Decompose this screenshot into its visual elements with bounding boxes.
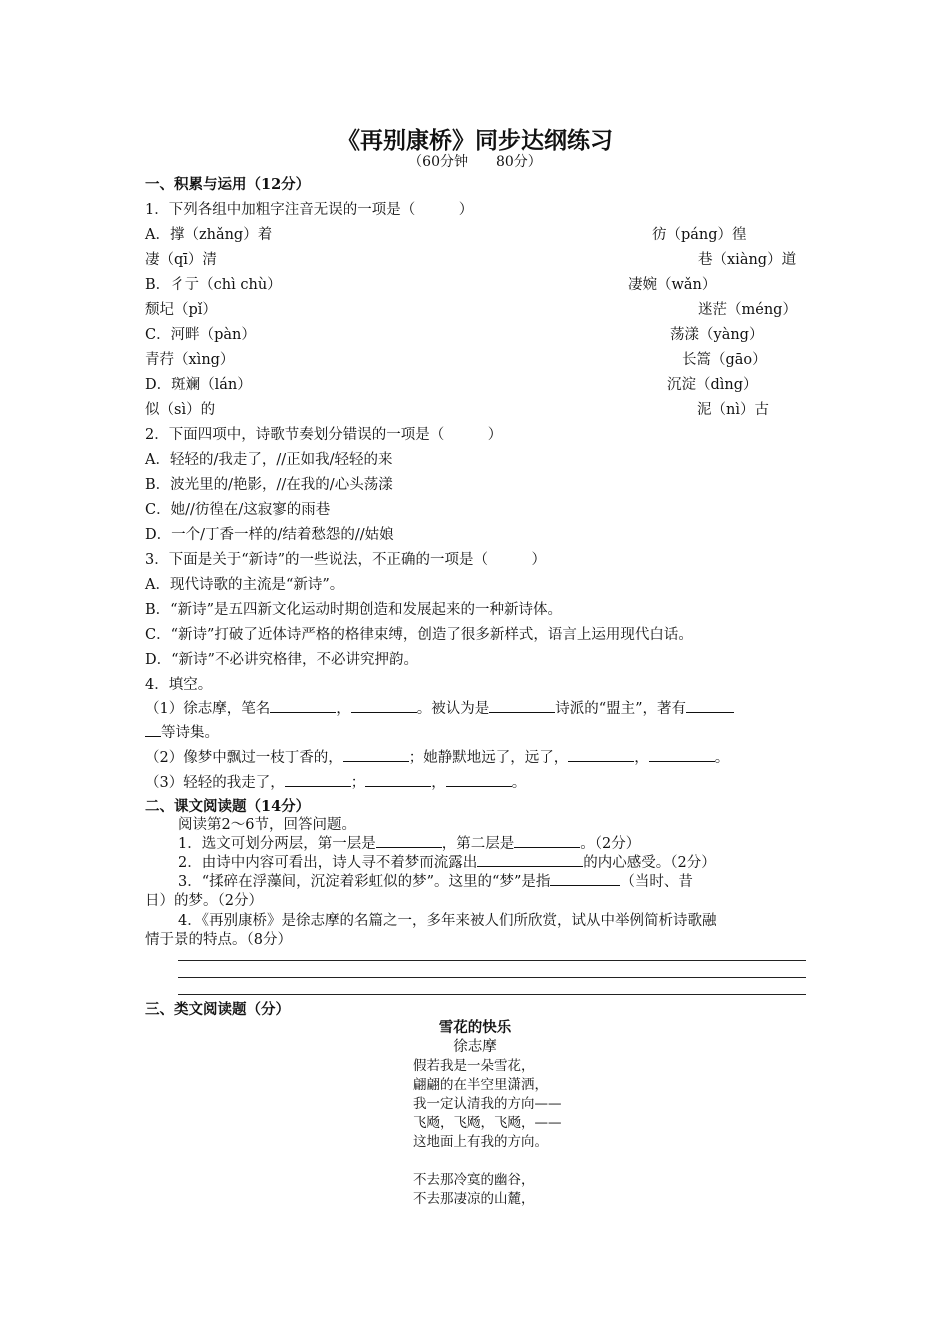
q1-option-a2-left: 凄（qī）清 <box>145 252 217 268</box>
q1-option-d-right: 沉淀（dìng） <box>667 377 758 393</box>
s2-q4-line1: 4．《再别康桥》是徐志摩的名篇之一，多年来被人们所欣赏，试从中举例简析诗歌融 <box>178 913 717 929</box>
q4-part2-text-a: （2）像梦中飘过一枝丁香的， <box>145 750 343 766</box>
q4-part2-text-b: ；她静默地远了，远了， <box>408 750 569 766</box>
blank-pen-name-2[interactable] <box>351 700 417 713</box>
q4-part3-text-a: （3）轻轻的我走了， <box>145 775 285 791</box>
s2-q3-text-a: 3．“揉碎在浮藻间，沉淀着彩虹似的梦”。这里的“梦”是指 <box>178 874 551 890</box>
s2-q2 <box>178 851 716 872</box>
q4-part3-text-c: ， <box>431 775 446 791</box>
answer-line-1[interactable] <box>178 960 806 961</box>
q1-option-a-right: 彷（páng）徨 <box>652 227 747 243</box>
blank-part3-1[interactable] <box>285 774 351 787</box>
poem-line: 不去那冷寞的幽谷， <box>413 1172 535 1188</box>
q1-option-c2-right: 长篙（gāo） <box>682 352 767 368</box>
poem-line: 不去那凄凉的山麓， <box>413 1191 535 1207</box>
q3-stem: 3．下面是关于“新诗”的一些说法，不正确的一项是（ ） <box>145 552 547 568</box>
q4-part3 <box>145 771 526 792</box>
s2-q4-line2: 情于景的特点。（8分） <box>145 932 292 948</box>
page-title: 《再别康桥》同步达纲练习 <box>337 127 613 154</box>
q1-option-b2-left: 颓圮（pǐ） <box>145 302 217 318</box>
blank-part3-3[interactable] <box>446 774 512 787</box>
s2-q2-text-b: 的内心感受。（2分） <box>583 855 716 871</box>
q4-part1-continued <box>145 721 219 742</box>
section1-heading: 一、积累与运用（12分） <box>145 176 311 193</box>
q1-option-d-left: D．斑斓（lán） <box>145 377 252 393</box>
q4-part1 <box>145 697 734 718</box>
blank-pen-name-1[interactable] <box>270 700 336 713</box>
q3-option-a: A．现代诗歌的主流是“新诗”。 <box>145 577 345 593</box>
q4-stem: 4．填空。 <box>145 677 213 693</box>
s2-q2-text-a: 2．由诗中内容可看出，诗人寻不着梦而流露出 <box>178 855 478 871</box>
s2-q3-continued: 日）的梦。（2分） <box>145 893 263 909</box>
q3-option-c: C．“新诗”打破了近体诗严格的格律束缚，创造了很多新样式，语言上运用现代白话。 <box>145 627 693 643</box>
poem-line: 我一定认清我的方向—— <box>413 1096 562 1112</box>
q3-option-d: D．“新诗”不必讲究格律，不必讲究押韵。 <box>145 652 418 668</box>
q4-part1-text-b: 。被认为是 <box>416 701 490 717</box>
section3-heading: 三、类文阅读题（分） <box>145 1001 290 1018</box>
s2-q1 <box>178 832 640 853</box>
q2-option-c: C．她//彷徨在/这寂寥的雨巷 <box>145 502 331 518</box>
q4-part1-text-a: （1）徐志摩，笔名 <box>145 701 271 717</box>
s2-q1-text-b: ，第二层是 <box>441 836 515 852</box>
q1-option-d2-right: 泥（nì）古 <box>697 402 769 418</box>
q4-part3-text-b: ； <box>350 775 366 791</box>
q1-option-d2-left: 似（sì）的 <box>145 402 216 418</box>
s2-q3 <box>178 870 693 891</box>
answer-line-3[interactable] <box>178 994 806 995</box>
section2-heading: 二、课文阅读题（14分） <box>145 798 311 815</box>
q1-option-a-left: A．撑（zhǎng）着 <box>145 227 273 243</box>
q1-stem: 1．下列各组中加粗字注音无误的一项是（ ） <box>145 202 474 218</box>
blank-dream[interactable] <box>550 873 620 886</box>
q2-option-b: B．波光里的/艳影，//在我的/心头荡漾 <box>145 477 393 493</box>
s2-q1-text-c: 。（2分） <box>580 836 641 852</box>
q1-option-c-right: 荡漾（yàng） <box>670 327 764 343</box>
blank-feeling[interactable] <box>477 854 583 867</box>
q1-option-b-left: B．彳亍（chì chù） <box>145 277 282 293</box>
q2-option-d: D．一个/丁香一样的/结着愁怨的//姑娘 <box>145 527 394 543</box>
q4-part1-text-c: 诗派的“盟主”，著有 <box>555 701 687 717</box>
q1-option-b-right: 凄婉（wǎn） <box>628 277 717 293</box>
blank-layer-1[interactable] <box>376 835 442 848</box>
q4-part2 <box>145 746 729 767</box>
poem-line: 这地面上有我的方向。 <box>413 1134 548 1150</box>
blank-part3-2[interactable] <box>365 774 431 787</box>
blank-poetry-collection-cont[interactable] <box>145 724 161 737</box>
blank-part2-3[interactable] <box>649 749 715 762</box>
q1-option-c-left: C．河畔（pàn） <box>145 327 256 343</box>
s2-q3-text-b: （当时、昔 <box>620 874 693 890</box>
q2-stem: 2．下面四项中，诗歌节奏划分错误的一项是（ ） <box>145 427 503 443</box>
q4-part2-sep: ， <box>634 750 649 766</box>
blank-part2-1[interactable] <box>343 749 409 762</box>
q1-option-c2-left: 青荇（xìng） <box>145 352 235 368</box>
q4-part1-text-d: 等诗集。 <box>161 725 219 741</box>
poem-line: 飞飏，飞飏，飞飏，—— <box>413 1115 562 1131</box>
poem-line: 假若我是一朵雪花， <box>413 1058 535 1074</box>
poem-author: 徐志摩 <box>453 1039 497 1055</box>
poem-title: 雪花的快乐 <box>438 1019 512 1036</box>
q4-part1-sep: ， <box>336 701 351 717</box>
s2-q1-text-a: 1．选文可划分两层，第一层是 <box>178 836 376 852</box>
q4-part3-end: 。 <box>511 775 527 791</box>
q1-option-b2-right: 迷茫（méng） <box>698 302 797 318</box>
blank-part2-2[interactable] <box>568 749 634 762</box>
poem-line: 翩翩的在半空里潇洒， <box>413 1077 548 1093</box>
q2-option-a: A．轻轻的/我走了，//正如我/轻轻的来 <box>145 452 393 468</box>
q3-option-b: B．“新诗”是五四新文化运动时期创造和发展起来的一种新诗体。 <box>145 602 562 618</box>
blank-layer-2[interactable] <box>514 835 580 848</box>
page-subtitle: （60分钟 80分） <box>408 154 542 170</box>
answer-line-2[interactable] <box>178 977 806 978</box>
q4-part2-end: 。 <box>714 750 730 766</box>
blank-poetry-school[interactable] <box>489 700 555 713</box>
section2-intro: 阅读第2～6节，回答问题。 <box>178 817 356 833</box>
q1-option-a2-right: 巷（xiàng）道 <box>698 252 797 268</box>
blank-poetry-collection[interactable] <box>686 700 734 713</box>
